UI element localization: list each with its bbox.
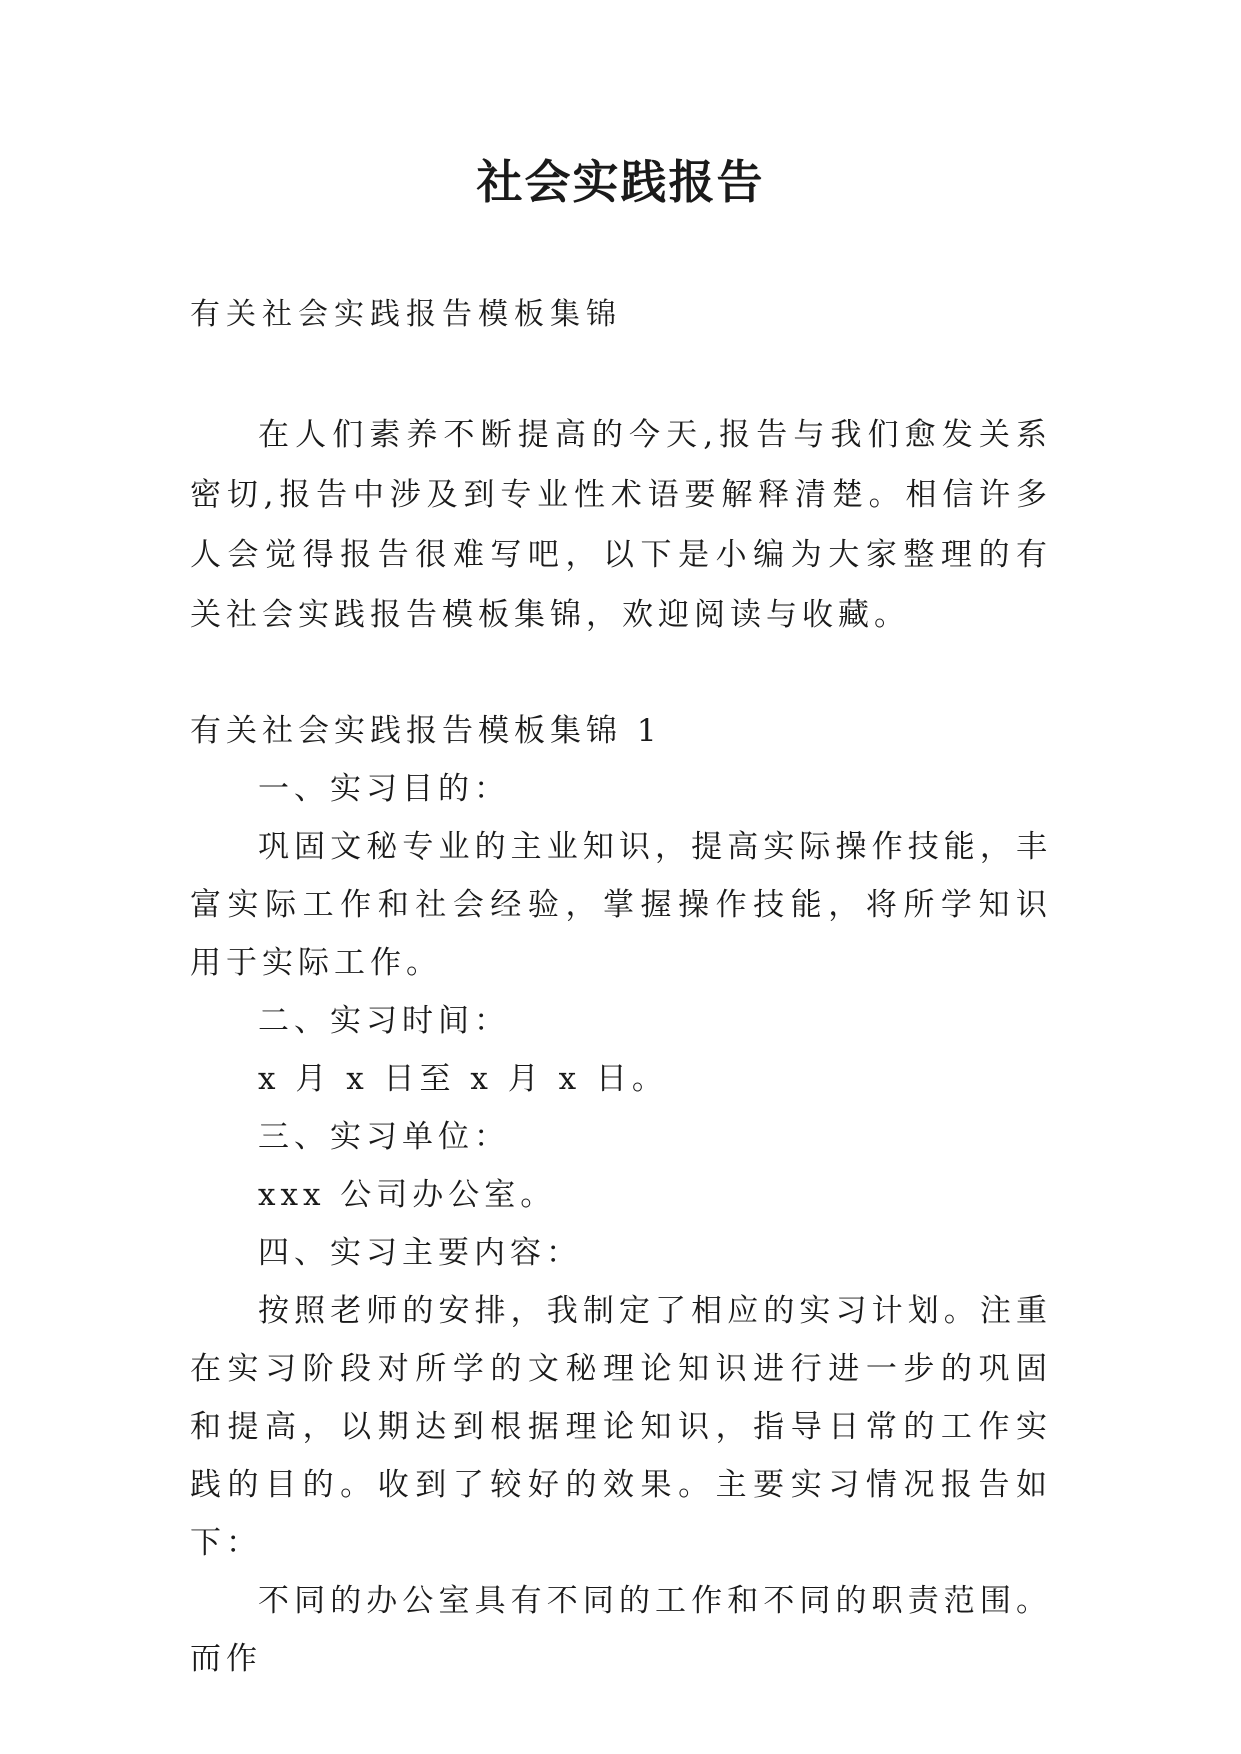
paragraph-office: 不同的办公室具有不同的工作和不同的职责范围。而作 bbox=[190, 1583, 1052, 1677]
heading-unit: 三、实习单位： bbox=[258, 1119, 510, 1155]
heading-time: 二、实习时间： bbox=[258, 1003, 510, 1039]
section-body bbox=[190, 702, 1052, 1688]
document-title: 社会实践报告 bbox=[476, 155, 765, 209]
paragraph-time: x 月 x 日至 x 月 x 日。 bbox=[258, 1061, 668, 1097]
document-subtitle: 有关社会实践报告模板集锦 bbox=[190, 297, 622, 332]
paragraph-purpose: 巩固文秘专业的主业知识，提高实际操作技能，丰富实际工作和社会经验，掌握操作技能，将所学知识用于实际工作。 bbox=[190, 829, 1052, 981]
paragraph-content: 按照老师的安排，我制定了相应的实习计划。注重在实习阶段对所学的文秘理论知识进行进一步的巩固和提高，以期达到根据理论知识，指导日常的工作实践的目的。收到了较好的效果。主要实习情况报告如下： bbox=[190, 1293, 1052, 1561]
section-heading: 有关社会实践报告模板集锦 1 bbox=[190, 713, 662, 749]
paragraph-unit: xxx 公司办公室。 bbox=[258, 1177, 557, 1213]
heading-purpose: 一、实习目的： bbox=[258, 771, 510, 807]
intro-paragraph: 在人们素养不断提高的今天,报告与我们愈发关系密切,报告中涉及到专业性术语要解释清楚。相信许多人会觉得报告很难写吧，以下是小编为大家整理的有关社会实践报告模板集锦，欢迎阅读与收藏。 bbox=[190, 417, 1052, 633]
heading-content: 四、实习主要内容： bbox=[258, 1235, 582, 1271]
